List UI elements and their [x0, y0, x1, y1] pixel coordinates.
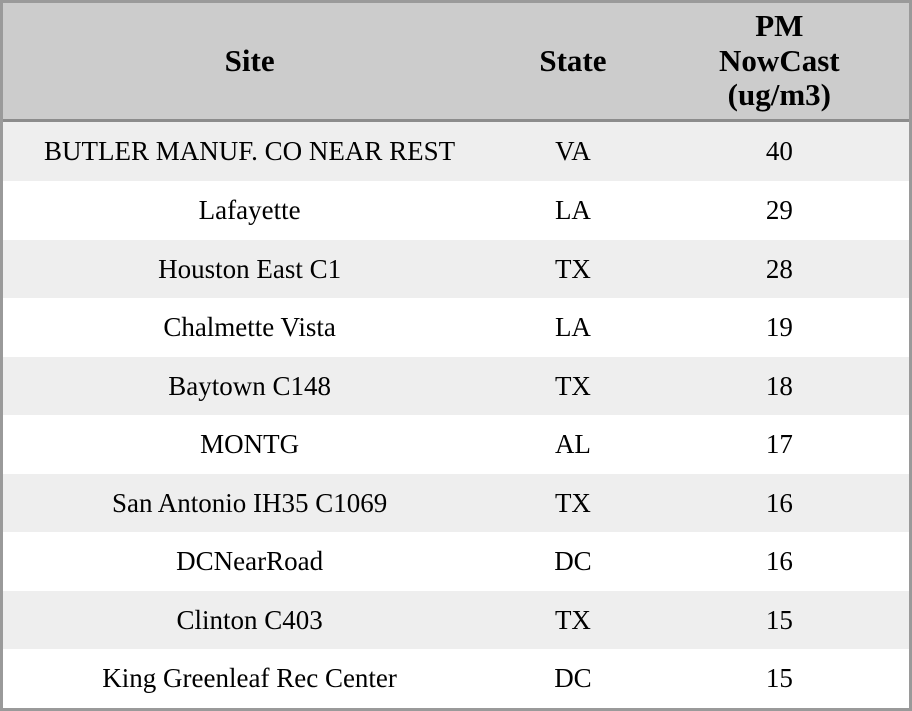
column-header-pm-nowcast	[650, 3, 909, 121]
cell-state: LA	[496, 298, 649, 357]
cell-site: Clinton C403	[3, 591, 496, 650]
cell-state: TX	[496, 240, 649, 299]
pm-nowcast-table	[3, 3, 909, 708]
table-row	[3, 240, 909, 299]
table-row	[3, 649, 909, 708]
table-row	[3, 532, 909, 591]
column-header-pm-nowcast-line3: (ug/m3)	[727, 77, 831, 113]
cell-state: DC	[496, 532, 649, 591]
cell-site: Baytown C148	[3, 357, 496, 416]
cell-state: TX	[496, 474, 649, 533]
cell-state: TX	[496, 591, 649, 650]
cell-site: Lafayette	[3, 181, 496, 240]
cell-pm-nowcast: 16	[650, 532, 909, 591]
cell-site: Chalmette Vista	[3, 298, 496, 357]
column-header-pm-nowcast-line1: PM	[755, 8, 804, 43]
cell-site: San Antonio IH35 C1069	[3, 474, 496, 533]
cell-state: AL	[496, 415, 649, 474]
cell-pm-nowcast: 40	[650, 121, 909, 182]
table-body	[3, 121, 909, 708]
column-header-state: State	[496, 3, 649, 121]
cell-pm-nowcast: 16	[650, 474, 909, 533]
cell-pm-nowcast: 15	[650, 649, 909, 708]
cell-site: King Greenleaf Rec Center	[3, 649, 496, 708]
cell-state: LA	[496, 181, 649, 240]
table-header	[3, 3, 909, 121]
cell-site: DCNearRoad	[3, 532, 496, 591]
cell-pm-nowcast: 28	[650, 240, 909, 299]
cell-site: MONTG	[3, 415, 496, 474]
table-row	[3, 591, 909, 650]
table-row	[3, 357, 909, 416]
column-header-pm-nowcast-line2: NowCast	[719, 42, 840, 78]
cell-state: TX	[496, 357, 649, 416]
table-header-row	[3, 3, 909, 121]
column-header-site: Site	[3, 3, 496, 121]
cell-pm-nowcast: 29	[650, 181, 909, 240]
table-row	[3, 415, 909, 474]
cell-pm-nowcast: 15	[650, 591, 909, 650]
cell-state: DC	[496, 649, 649, 708]
cell-site: Houston East C1	[3, 240, 496, 299]
table-row	[3, 181, 909, 240]
cell-site: BUTLER MANUF. CO NEAR REST	[3, 121, 496, 182]
cell-pm-nowcast: 19	[650, 298, 909, 357]
cell-pm-nowcast: 18	[650, 357, 909, 416]
table-row	[3, 121, 909, 182]
cell-state: VA	[496, 121, 649, 182]
table-row	[3, 474, 909, 533]
table-row	[3, 298, 909, 357]
cell-pm-nowcast: 17	[650, 415, 909, 474]
